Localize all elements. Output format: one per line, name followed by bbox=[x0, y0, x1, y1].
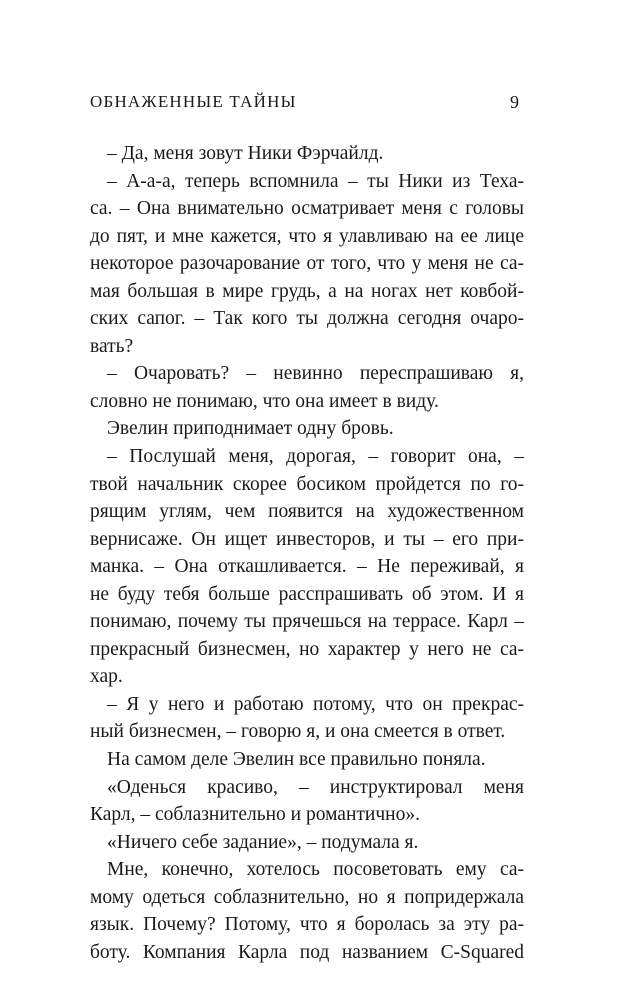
text-line: На самом деле Эвелин все правильно поняла. bbox=[107, 749, 486, 771]
text-line: словно не понимаю, что она имеет в виду. bbox=[90, 390, 439, 412]
text-line: – А-а-а, теперь вспомнила – ты Ники из Теха- bbox=[107, 170, 524, 192]
text-line: – Послушай меня, дорогая, – говорит она, – bbox=[107, 446, 524, 468]
running-title: ОБНАЖЕННЫЕ ТАЙНЫ bbox=[90, 92, 297, 111]
running-header bbox=[90, 92, 519, 116]
text-line: твой начальник скорее босиком пройдется по го- bbox=[90, 473, 524, 495]
text-line: хар. bbox=[90, 666, 123, 688]
text-line: Мне, конечно, хотелось посоветовать ему са- bbox=[107, 859, 524, 881]
text-line: са. – Она внимательно осматривает меня с головы bbox=[90, 198, 524, 220]
body-text bbox=[90, 140, 524, 966]
text-line: – Я у него и работаю потому, что он прекрас- bbox=[107, 693, 524, 715]
text-line: язык. Почему? Потому, что я боролась за эту ра- bbox=[90, 914, 524, 936]
text-line: прекрасный бизнесмен, но характер у него не са- bbox=[90, 638, 524, 660]
text-line: мая большая в мире грудь, а на ногах нет ковбой- bbox=[90, 280, 524, 302]
page-number: 9 bbox=[510, 92, 519, 112]
text-line: «Ничего себе задание», – подумала я. bbox=[107, 831, 419, 853]
text-line: манка. – Она откашливается. – Не переживай, я bbox=[90, 556, 524, 578]
text-line: вать? bbox=[90, 335, 134, 357]
text-line: Эвелин приподнимает одну бровь. bbox=[107, 418, 394, 440]
text-line: до пят, и мне кажется, что я улавливаю на ее лице bbox=[90, 225, 524, 247]
text-line: рящим углям, чем появится на художественном bbox=[90, 501, 524, 523]
text-line: боту. Компания Карла под названием C-Squared bbox=[90, 941, 524, 963]
text-line: мому одеться соблазнительно, но я попридержала bbox=[90, 886, 524, 908]
text-line: понимаю, почему ты прячешься на террасе. Карл – bbox=[90, 611, 524, 633]
text-line: вернисаже. Он ищет инвесторов, и ты – его при- bbox=[90, 528, 524, 550]
text-line: «Оденься красиво, – инструктировал меня bbox=[107, 776, 524, 798]
text-line: ских сапог. – Так кого ты должна сегодня очаро- bbox=[90, 308, 524, 330]
text-line: Карл, – соблазнительно и романтично». bbox=[90, 804, 420, 826]
text-line: некоторое разочарование от того, что у меня не са- bbox=[90, 253, 524, 275]
text-line: – Очаровать? – невинно переспрашиваю я, bbox=[107, 363, 524, 385]
text-line: – Да, меня зовут Ники Фэрчайлд. bbox=[107, 143, 384, 164]
text-line: ный бизнесмен, – говорю я, и она смеется в ответ. bbox=[90, 721, 506, 743]
text-line: не буду тебя больше расспрашивать об этом. И я bbox=[90, 583, 524, 605]
